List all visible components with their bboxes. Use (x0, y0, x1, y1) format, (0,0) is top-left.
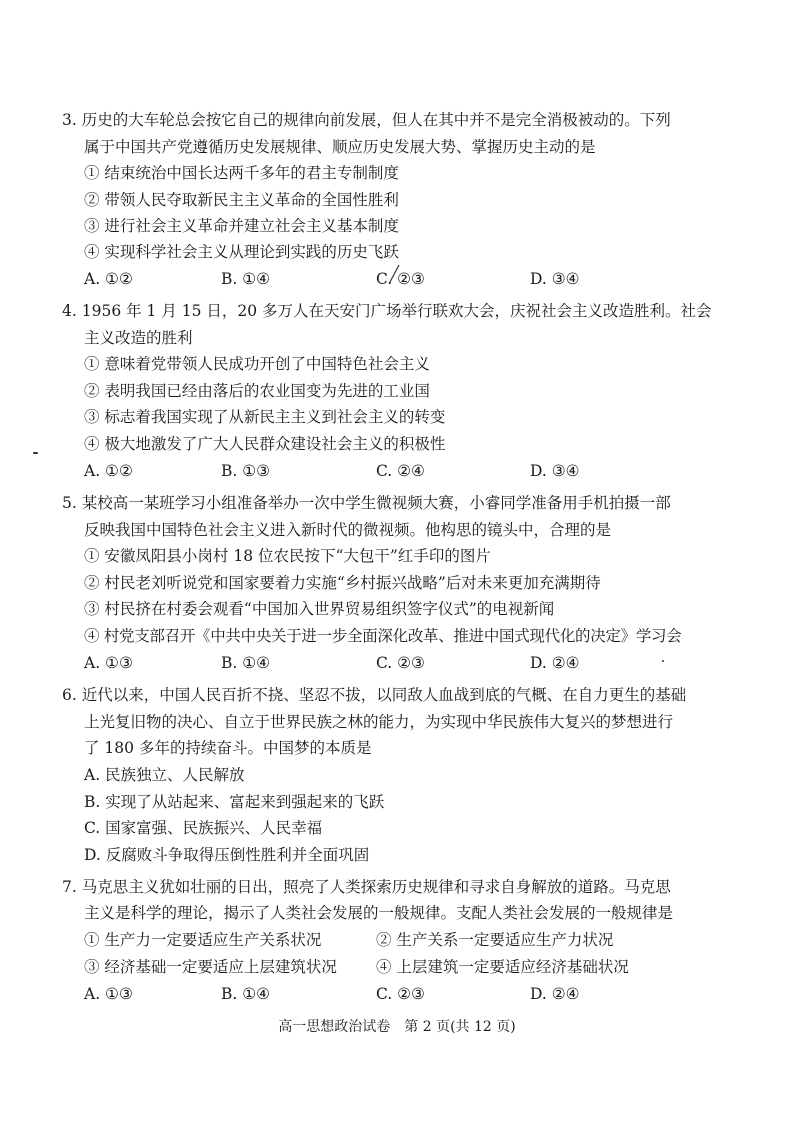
question-5-option-b: B. ①④ (221, 654, 271, 672)
question-5-option-c: C. ②③ (376, 654, 425, 672)
question-7-option-b: B. ①④ (221, 985, 271, 1003)
question-5-option-d: D. ②④ (530, 654, 580, 672)
question-7-number: 7. (62, 878, 77, 896)
question-6-option-d: D. 反腐败斗争取得压倒性胜利并全面巩固 (84, 846, 370, 864)
question-7-item-3: ③ 经济基础一定要适应上层建筑状况 (84, 958, 337, 976)
question-6-stem-line-3: 了 180 多年的持续奋斗。中国梦的本质是 (84, 739, 372, 757)
scan-speck (33, 452, 38, 454)
page-footer: 高一思想政治试卷 第 2 页(共 12 页) (278, 1019, 516, 1035)
question-4-number: 4. (62, 302, 77, 320)
question-5-number: 5. (62, 494, 77, 512)
pen-stroke-mark (388, 262, 402, 284)
question-3-stem-line-1: 3. 历史的大车轮总会按它自己的规律向前发展，但人在其中并不是完全消极被动的。下列 (62, 111, 671, 129)
question-6-stem-line-1: 6. 近代以来，中国人民百折不挠、坚忍不拔，以同敌人血战到底的气概、在自力更生的基础 (62, 686, 687, 704)
question-3-option-d: D. ③④ (530, 270, 580, 288)
question-7-item-4: ④ 上层建筑一定要适应经济基础状况 (376, 958, 629, 976)
question-7-item-2: ② 生产关系一定要适应生产力状况 (376, 931, 614, 949)
question-5-stem-line-1: 5. 某校高一某班学习小组准备举办一次中学生微视频大赛，小睿同学准备用手机拍摄一部 (62, 494, 671, 512)
question-4-item-1: ① 意味着党带领人民成功开创了中国特色社会主义 (84, 355, 430, 373)
question-6-option-b: B. 实现了从站起来、富起来到强起来的飞跃 (84, 793, 385, 811)
question-4-option-a: A. ①② (84, 462, 133, 480)
question-4-item-2: ② 表明我国已经由落后的农业国变为先进的工业国 (84, 382, 430, 400)
question-3-item-1: ① 结束统治中国长达两千多年的君主专制制度 (84, 164, 399, 182)
question-6-option-a: A. 民族独立、人民解放 (84, 766, 245, 784)
question-3-number: 3. (62, 111, 77, 129)
question-4-option-c: C. ②④ (376, 462, 425, 480)
question-4-option-d: D. ③④ (530, 462, 580, 480)
question-7-option-c: C. ②③ (376, 985, 425, 1003)
question-7-stem-line-2: 主义是科学的理论，揭示了人类社会发展的一般规律。支配人类社会发展的一般规律是 (84, 904, 674, 922)
question-5-item-3: ③ 村民挤在村委会观看“中国加入世界贸易组织签字仪式”的电视新闻 (84, 600, 555, 618)
question-5-item-4: ④ 村党支部召开《中共中央关于进一步全面深化改革、推进中国式现代化的决定》学习会 (84, 627, 682, 645)
question-3-option-c: C. ②③ (376, 270, 425, 288)
question-5-item-2: ② 村民老刘听说党和国家要着力实施“乡村振兴战略”后对未来更加充满期待 (84, 574, 601, 592)
question-6-option-c: C. 国家富强、民族振兴、人民幸福 (84, 819, 323, 837)
question-3-option-b: B. ①④ (221, 270, 271, 288)
question-7-stem-line-1: 7. 马克思主义犹如壮丽的日出，照亮了人类探索历史规律和寻求自身解放的道路。马克思 (62, 878, 671, 896)
question-5-option-a: A. ①③ (84, 654, 133, 672)
question-5-stem-line-2: 反映我国中国特色社会主义进入新时代的微视频。他构思的镜头中，合理的是 (84, 521, 612, 539)
question-7-option-d: D. ②④ (530, 985, 580, 1003)
question-3-option-a: A. ①② (84, 270, 133, 288)
question-3-item-2: ② 带领人民夺取新民主主义革命的全国性胜利 (84, 191, 399, 209)
question-4-stem-line-2: 主义改造的胜利 (84, 329, 193, 347)
question-5-item-1: ① 安徽凤阳县小岗村 18 位农民按下“大包干”红手印的图片 (84, 547, 491, 565)
question-7-option-a: A. ①③ (84, 985, 133, 1003)
question-3-item-3: ③ 进行社会主义革命并建立社会主义基本制度 (84, 217, 399, 235)
scan-speck (662, 660, 664, 662)
question-4-item-4: ④ 极大地激发了广大人民群众建设社会主义的积极性 (84, 435, 446, 453)
question-6-number: 6. (62, 686, 77, 704)
question-4-option-b: B. ①③ (221, 462, 271, 480)
question-4-item-3: ③ 标志着我国实现了从新民主主义到社会主义的转变 (84, 408, 446, 426)
question-3-item-4: ④ 实现科学社会主义从理论到实践的历史飞跃 (84, 243, 399, 261)
question-4-stem-line-1: 4. 1956 年 1 月 15 日，20 多万人在天安门广场举行联欢大会，庆祝社会主义改造胜利。社会 (62, 302, 712, 320)
question-7-item-1: ① 生产力一定要适应生产关系状况 (84, 931, 322, 949)
question-3-stem-line-2: 属于中国共产党遵循历史发展规律、顺应历史发展大势、掌握历史主动的是 (84, 138, 596, 156)
question-6-stem-line-2: 上光复旧物的决心、自立于世界民族之林的能力，为实现中华民族伟大复兴的梦想进行 (84, 713, 674, 731)
